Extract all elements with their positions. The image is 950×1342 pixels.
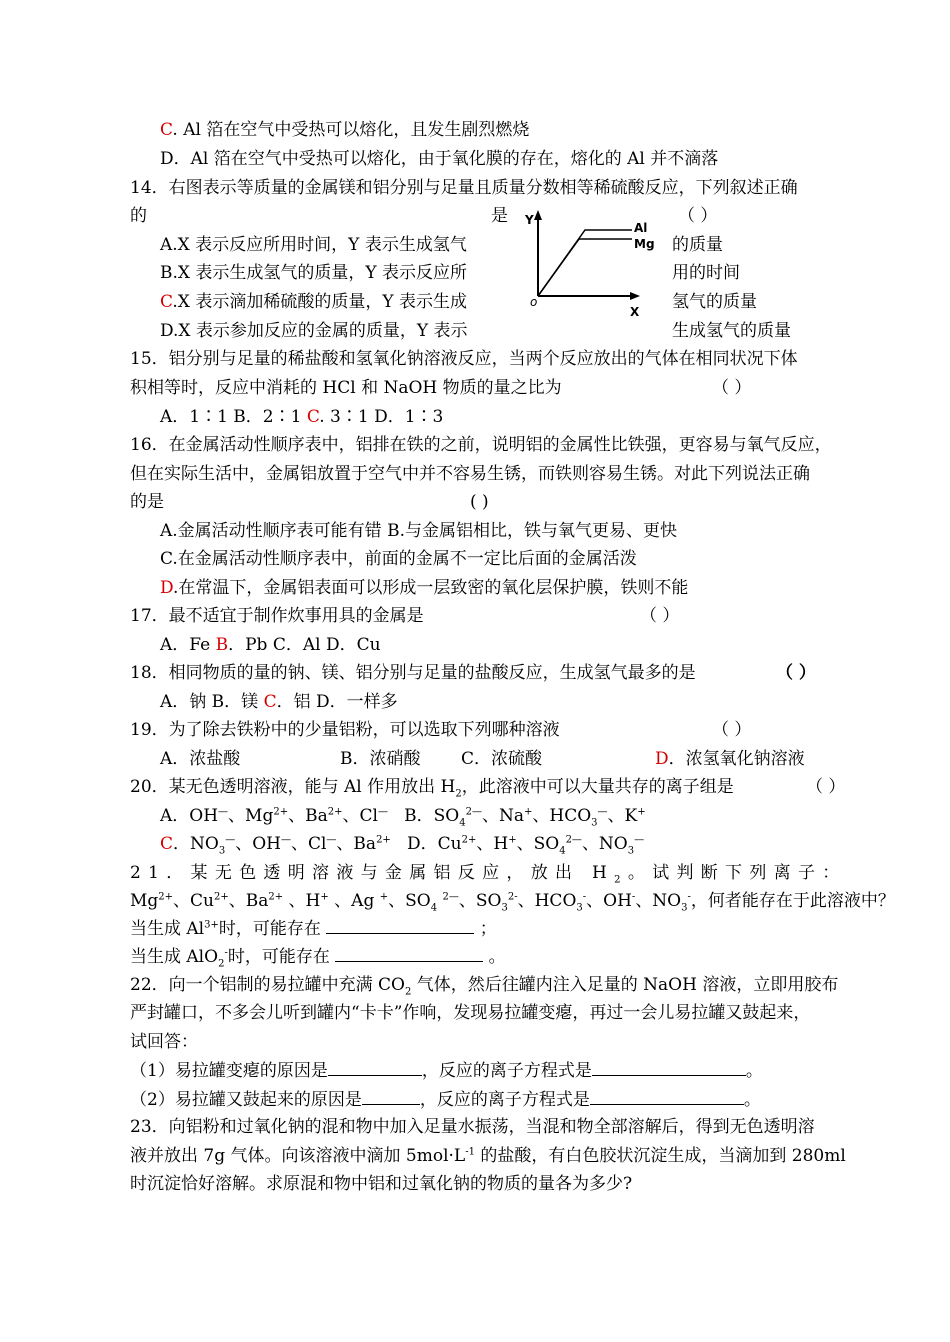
q22-part-2: （2）易拉罐又鼓起来的原因是 ，反应的离子方程式是 。 [130, 1090, 761, 1110]
q23-stem-end: 时沉淀恰好溶解。求原混和物中铝和过氧化钠的物质的量各为多少? [130, 1174, 633, 1194]
answer-mark: D [655, 749, 669, 769]
legend-al: Al [634, 221, 648, 235]
q14-option-b: B.X 表示生成氢气的质量，Y 表示反应所 [160, 263, 468, 283]
q15-stem-cont: 积相等时，反应中消耗的 HCl 和 NaOH 物质的量之比为 [130, 378, 562, 398]
q14-bracket: （ ） [678, 206, 718, 226]
answer-blank[interactable] [590, 1088, 744, 1105]
y-axis-arrow [534, 210, 542, 220]
q14-graph [522, 208, 657, 320]
q21-ions: $Mg^{2+}$、$Cu^{2+}$、$Ba^{2+}$ 、H+ 、Ag +、$SO_4$ $^{2—}$、$SO_3^{2-}$、$HCO_3^-$、OH-、$NO_3^-$，何者能存在于此溶液中？ [130, 891, 895, 914]
q14-option-a: A.X 表示反应所用时间，Y 表示生成氢气 [160, 235, 467, 255]
q21-stem: 21．某无色透明溶液与金属铝反应，放出 $H_2$。试判断下列离子： [130, 863, 847, 886]
q14-option-c: C.X 表示滴加稀硫酸的质量，Y 表示生成 [160, 292, 467, 312]
q21-al-line: 当生成 $Al^{3+}$时，可能存在 ； [130, 919, 497, 939]
q16-stem-end: 的是 [130, 492, 164, 512]
q22-stem-cont: 严封罐口，不多会儿听到罐内“卡卡”作响，发现易拉罐变瘪，再过一会儿易拉罐又鼓起来， [130, 1003, 811, 1023]
q22-part-1: （1）易拉罐变瘪的原因是 ，反应的离子方程式是 。 [130, 1061, 763, 1081]
q19-option-d: D．浓氢氧化钠溶液 [655, 749, 805, 769]
q17-stem: 17．最不适宜于制作炊事用具的金属是 [130, 606, 424, 626]
q22-stem: 22．向一个铝制的易拉罐中充满 $CO_2$ 气体，然后往罐内注入足量的 NaOH 溶液，立即用胶布 [130, 975, 839, 998]
x-axis-label: X [630, 305, 640, 319]
q17-bracket: （ ） [640, 606, 680, 626]
q14-option-c-end: 氢气的质量 [672, 292, 757, 312]
mg-curve [538, 239, 632, 296]
q16-option-c: C.在金属活动性顺序表中，前面的金属不一定比后面的金属活泼 [160, 549, 637, 569]
q19-option-a: A．浓盐酸 [160, 749, 241, 769]
q13-option-c: C. Al 箔在空气中受热可以熔化，且发生剧烈燃烧 [160, 120, 530, 140]
origin-label: o [530, 295, 538, 309]
q18-stem: 18．相同物质的量的钠、镁、铝分别与足量的盐酸反应，生成氢气最多的是 [130, 663, 696, 683]
answer-mark: C [306, 407, 320, 427]
answer-blank[interactable] [326, 917, 474, 934]
q14-stem-cont: 的 [130, 206, 147, 226]
q19-stem: 19．为了除去铁粉中的少量铝粉，可以选取下列哪种溶液 [130, 720, 560, 740]
q20-options-ab: A．OH—、$Mg^{2+}$、$Ba^{2+}$、Cl— B．$SO_4^{2—}$、Na+、$HCO_3^—$、K+ [160, 806, 646, 829]
q14-option-d: D.X 表示参加反应的金属的质量，Y 表示 [160, 321, 468, 341]
q16-stem: 16．在金属活动性顺序表中，铝排在铁的之前，说明铝的金属性比铁强，更容易与氧气反应， [130, 435, 832, 455]
q16-option-ab: A.金属活动性顺序表可能有错 B.与金属铝相比，铁与氧气更易、更快 [160, 521, 677, 541]
q15-options: A．1∶1 B．2∶1 C. 3∶1 D．1∶3 [160, 407, 444, 427]
q18-options: A．钠 B．镁 C．铝 D．一样多 [160, 692, 398, 712]
answer-mark: C [160, 292, 173, 312]
q14-option-d-end: 生成氢气的质量 [672, 321, 791, 341]
q13-option-d: D．Al 箔在空气中受热可以熔化，由于氧化膜的存在，熔化的 Al 并不滴落 [160, 149, 719, 169]
answer-blank[interactable] [335, 945, 483, 962]
q14-stem-end: 是 [491, 206, 508, 226]
answer-blank[interactable] [328, 1059, 422, 1076]
q16-stem-cont: 但在实际生活中，金属铝放置于空气中并不容易生锈，而铁则容易生锈。对此下列说法正确 [130, 464, 810, 484]
answer-mark: C [263, 692, 277, 712]
q20-bracket: （ ） [806, 777, 846, 797]
answer-blank[interactable] [592, 1059, 746, 1076]
q16-bracket: ( ) [470, 492, 489, 512]
q19-option-c: C．浓硫酸 [461, 749, 543, 769]
q16-option-d: D.在常温下，金属铝表面可以形成一层致密的氧化层保护膜，铁则不能 [160, 578, 689, 598]
q15-stem: 15．铝分别与足量的稀盐酸和氢氧化钠溶液反应，当两个反应放出的气体在相同状况下体 [130, 349, 798, 369]
q18-bracket: （ ） [776, 663, 816, 683]
q15-bracket: （ ） [712, 378, 752, 398]
q14-option-b-end: 用的时间 [672, 263, 740, 283]
y-axis-label: Y [525, 213, 534, 227]
x-axis-arrow [630, 292, 640, 300]
q20-stem: 20．某无色透明溶液，能与 Al 作用放出 $H_2$，此溶液中可以大量共存的离子组是 [130, 777, 734, 800]
answer-mark: C [160, 834, 174, 854]
legend-mg: Mg [634, 237, 655, 251]
al-curve [538, 230, 632, 296]
q14-stem: 14．右图表示等质量的金属镁和铝分别与足量且质量分数相等稀硫酸反应，下列叙述正确 [130, 178, 798, 198]
answer-mark: D [160, 578, 174, 598]
answer-blank[interactable] [362, 1088, 420, 1105]
answer-mark: B [215, 635, 229, 655]
q19-option-b: B．浓硝酸 [340, 749, 421, 769]
answer-mark: C [160, 120, 173, 140]
q14-option-a-end: 的质量 [672, 235, 723, 255]
q17-options: A．Fe B．Pb C．Al D．Cu [160, 635, 381, 655]
q20-options-cd: C．$NO_3^—$、OH—、Cl—、$Ba^{2+}$ D．$Cu^{2+}$、H+、$SO_4^{2—}$、$NO_3^—$ [160, 834, 645, 857]
q23-stem: 23．向铝粉和过氧化钠的混和物中加入足量水振荡，当混和物全部溶解后，得到无色透明溶 [130, 1117, 815, 1137]
q19-bracket: （ ） [712, 720, 752, 740]
q21-alo-line: 当生成 AlO$_2$-时，可能存在 。 [130, 947, 506, 970]
q22-stem-end: 试回答： [130, 1032, 198, 1052]
q23-stem-cont: 液并放出 7g 气体。向该溶液中滴加 $5mol\cdot L^{-1}$ 的盐酸，有白色胶状沉淀生成，当滴加到 280ml [130, 1146, 846, 1166]
